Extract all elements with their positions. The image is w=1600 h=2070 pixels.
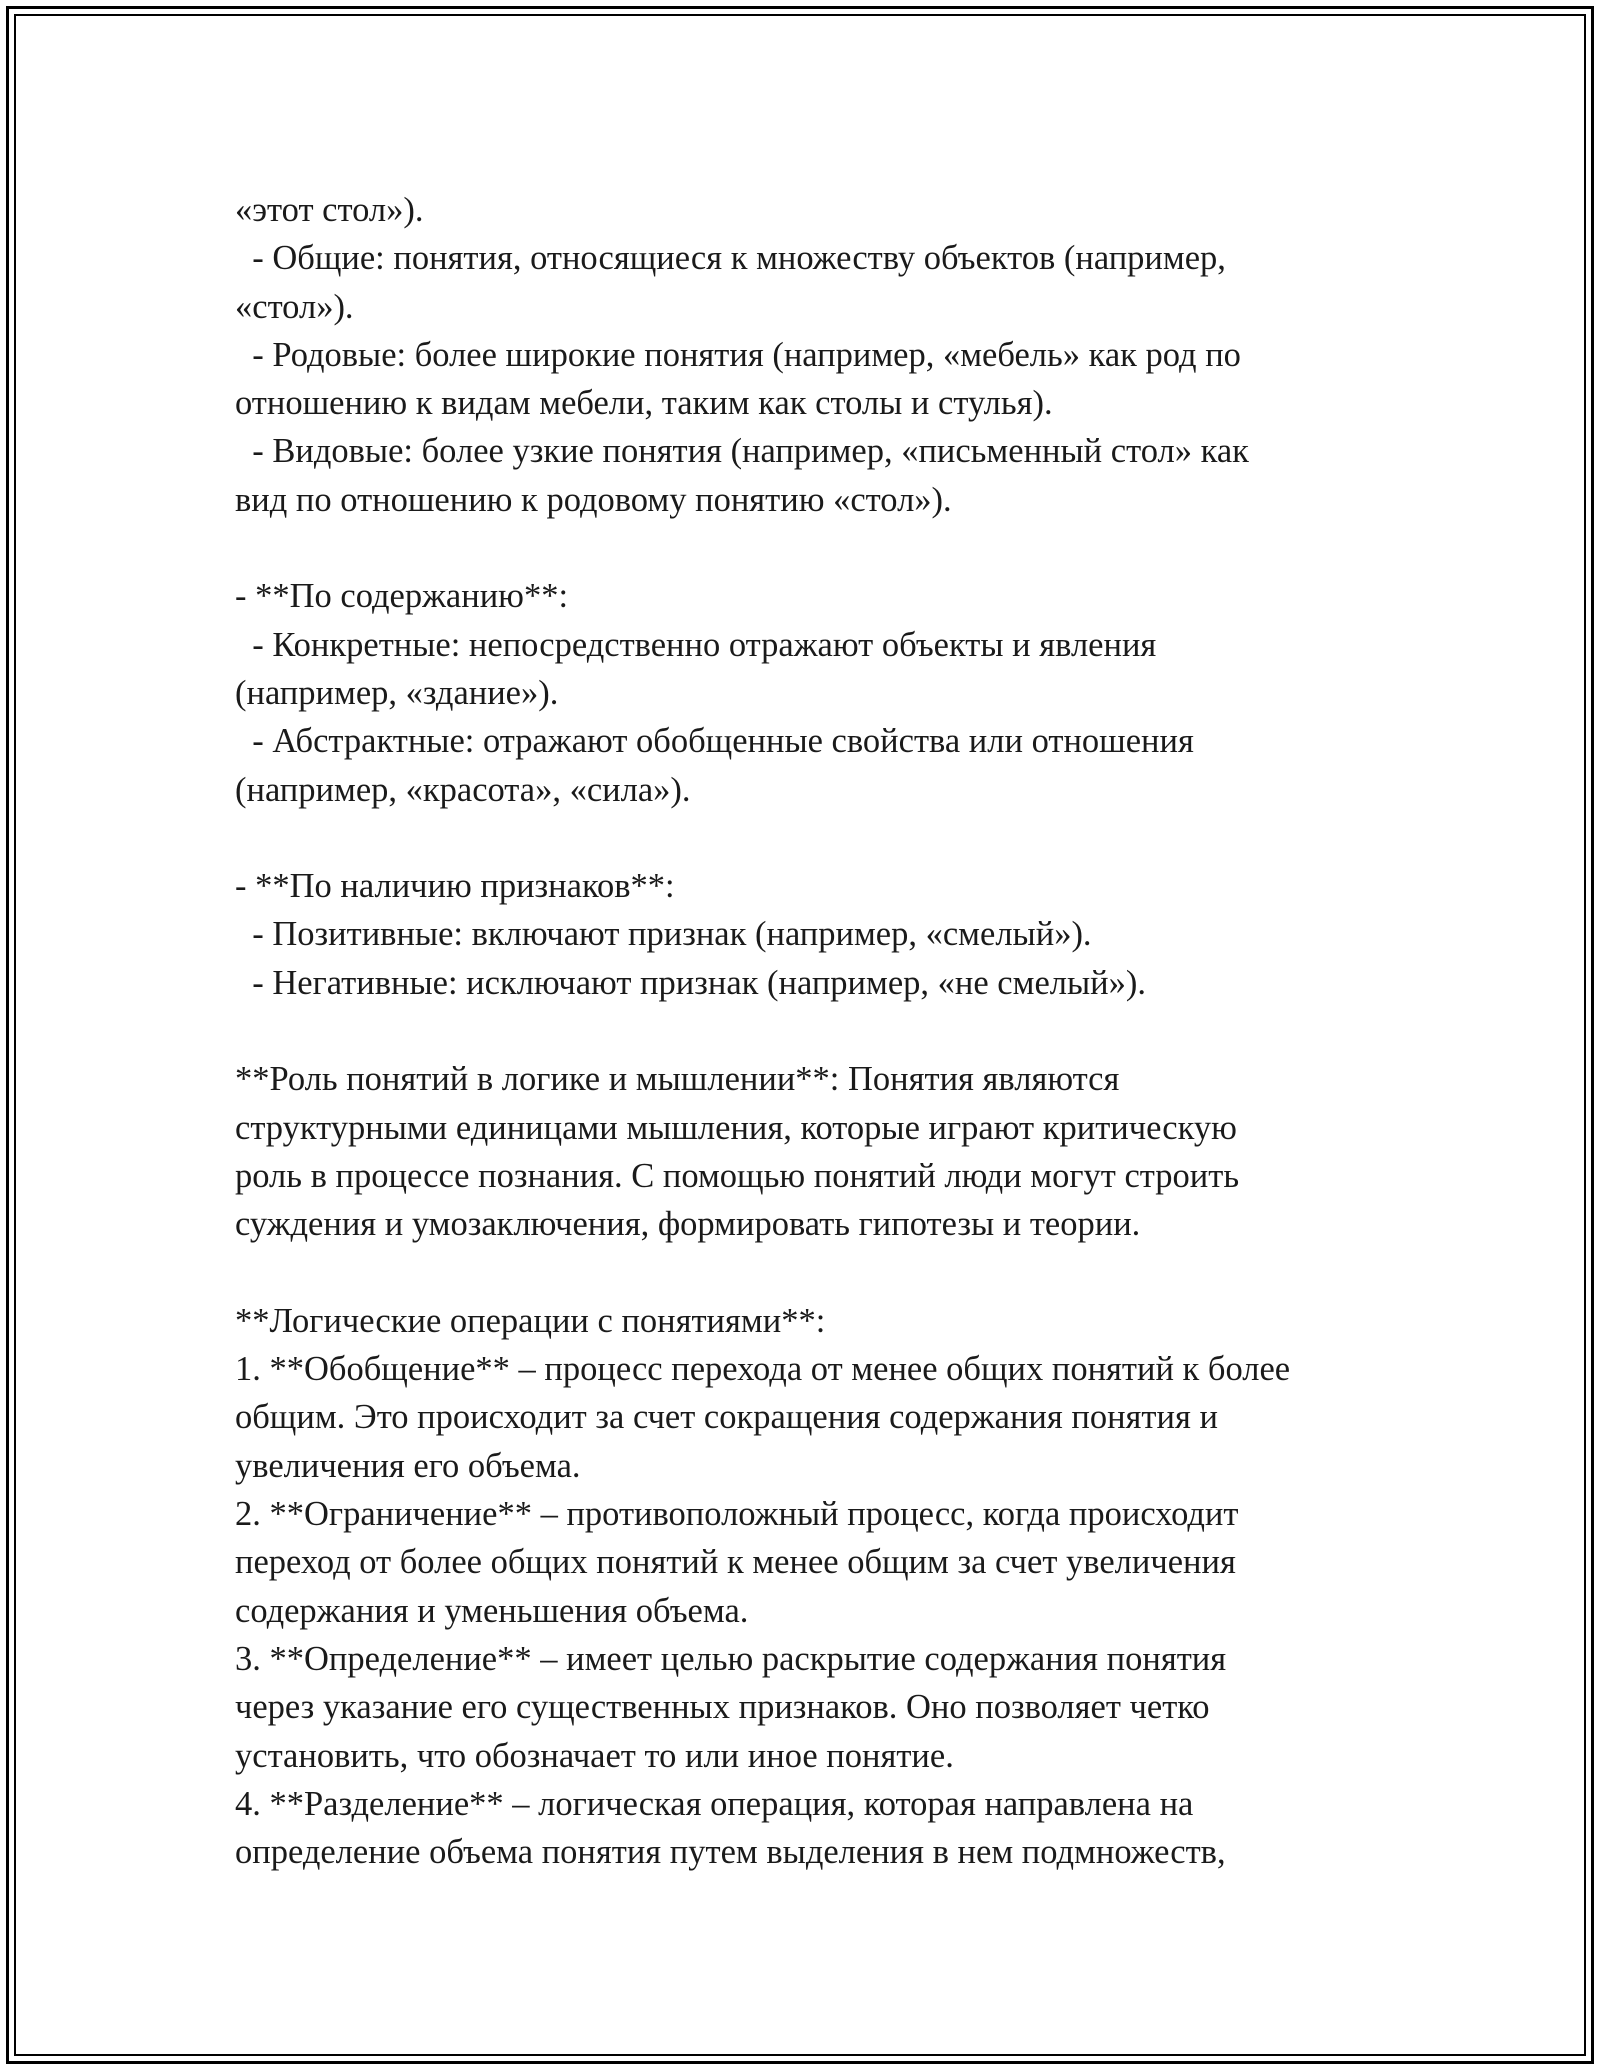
text-line: (например, «красота», «сила»). bbox=[235, 770, 691, 809]
list-item-definition: 3. **Определение** – имеет целью раскрытие содержания понятия bbox=[235, 1639, 1227, 1678]
text-line: - Негативные: исключают признак (например, «не смелый»). bbox=[235, 963, 1146, 1002]
text-line: определение объема понятия путем выделения в нем подмножеств, bbox=[235, 1833, 1226, 1872]
text-line: увеличения его объема. bbox=[235, 1446, 581, 1485]
text-line: содержания и уменьшения объема. bbox=[235, 1591, 749, 1630]
text-line: - Общие: понятия, относящиеся к множеству объектов (например, bbox=[235, 239, 1226, 278]
text-line: - Видовые: более узкие понятия (например, «письменный стол» как bbox=[235, 432, 1249, 471]
list-item-generalization: 1. **Обобщение** – процесс перехода от менее общих понятий к более bbox=[235, 1350, 1291, 1389]
section-heading-operations: **Логические операции с понятиями**: bbox=[235, 1301, 826, 1340]
blank-line bbox=[235, 524, 1395, 572]
text-line: - Позитивные: включают признак (например, «смелый»). bbox=[235, 915, 1092, 954]
section-heading-content: - **По содержанию**: bbox=[235, 577, 569, 616]
text-line: отношению к видам мебели, таким как столы и стулья). bbox=[235, 384, 1053, 423]
text-line: через указание его существенных признаков. Оно позволяет четко bbox=[235, 1688, 1210, 1727]
text-line: суждения и умозаключения, формировать гипотезы и теории. bbox=[235, 1205, 1141, 1244]
text-line: «стол»). bbox=[235, 287, 354, 326]
text-line: «этот стол»). bbox=[235, 191, 424, 229]
text-line: структурными единицами мышления, которые играют критическую bbox=[235, 1108, 1237, 1147]
text-line: - Конкретные: непосредственно отражают объекты и явления bbox=[235, 625, 1157, 664]
document-body bbox=[235, 186, 1395, 1876]
blank-line bbox=[235, 1007, 1395, 1055]
list-item-limitation: 2. **Ограничение** – противоположный процесс, когда происходит bbox=[235, 1495, 1239, 1534]
text-line: - Абстрактные: отражают обобщенные свойства или отношения bbox=[235, 722, 1194, 761]
paragraph-role: **Роль понятий в логике и мышлении**: Понятия являются bbox=[235, 1060, 1120, 1099]
text-line: вид по отношению к родовому понятию «стол»). bbox=[235, 480, 952, 519]
blank-line bbox=[235, 1249, 1395, 1297]
text-line: установить, что обозначает то или иное понятие. bbox=[235, 1736, 954, 1775]
blank-line bbox=[235, 814, 1395, 862]
text-line: - Родовые: более широкие понятия (например, «мебель» как род по bbox=[235, 335, 1241, 374]
text-line: переход от более общих понятий к менее общим за счет увеличения bbox=[235, 1543, 1236, 1582]
text-line: (например, «здание»). bbox=[235, 673, 559, 712]
list-item-division: 4. **Разделение** – логическая операция, которая направлена на bbox=[235, 1784, 1194, 1823]
text-line: общим. Это происходит за счет сокращения содержания понятия и bbox=[235, 1398, 1218, 1437]
text-line: роль в процессе познания. С помощью понятий люди могут строить bbox=[235, 1156, 1240, 1195]
section-heading-features: - **По наличию признаков**: bbox=[235, 867, 675, 906]
